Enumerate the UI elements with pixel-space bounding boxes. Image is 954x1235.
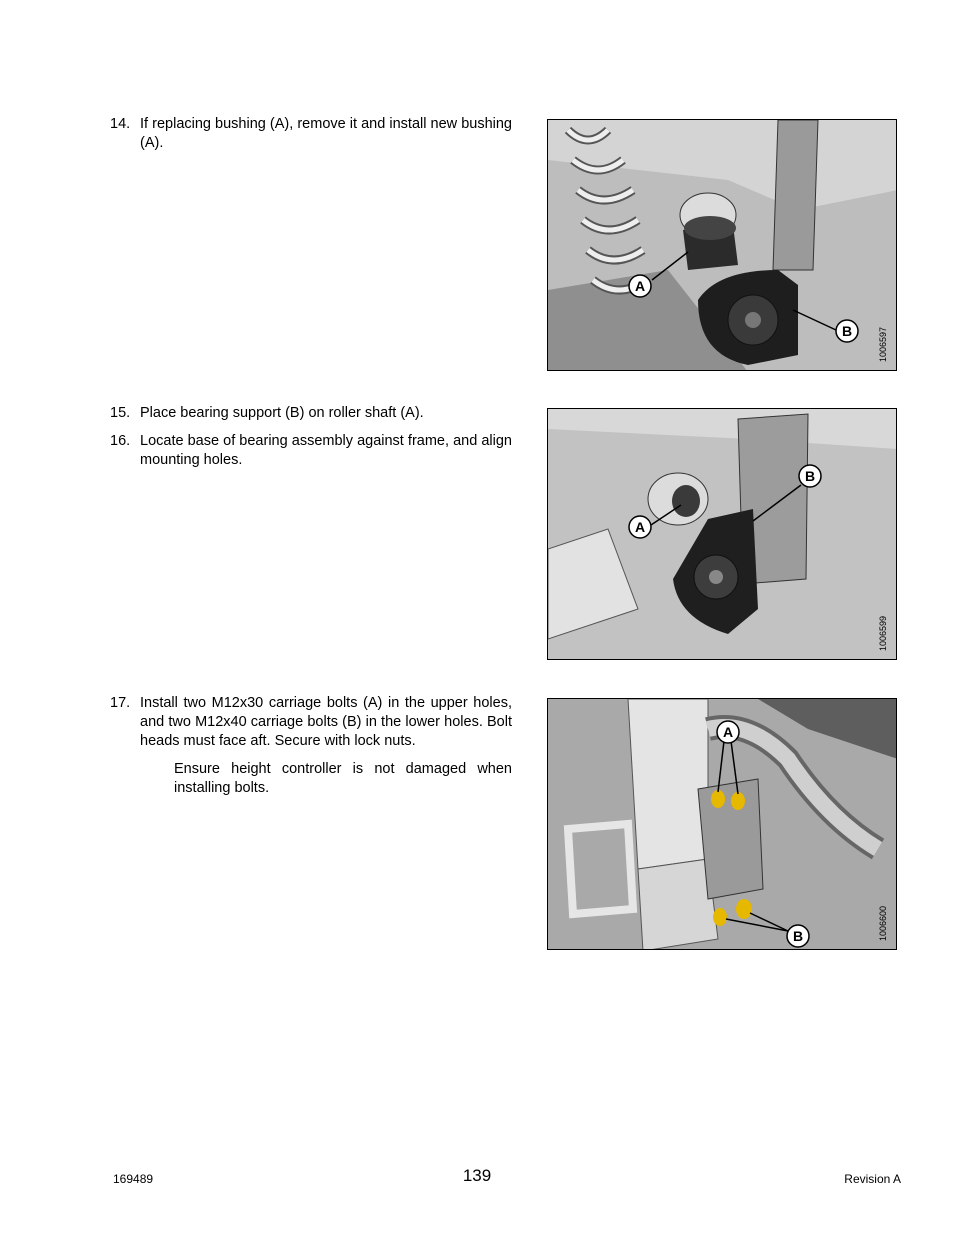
step-text: Place bearing support (B) on roller shaft (A). — [140, 405, 424, 421]
step-number: 16. — [110, 433, 131, 449]
carriage-bolts-illustration — [548, 699, 897, 950]
step-number: 14. — [110, 116, 131, 132]
step-17 — [110, 694, 512, 751]
step-number: 17. — [110, 695, 131, 711]
step-text: Install two M12x30 carriage bolts (A) in the upper holes, and two M12x40 carriage bolts (B) in the lower holes. Bolt heads must face aft. Secure with lock nuts. — [140, 695, 512, 749]
page-number: 139 — [462, 1166, 492, 1185]
step-14 — [110, 115, 512, 153]
callout-label: B — [841, 323, 853, 339]
callout-label: A — [722, 724, 734, 740]
step-number: 15. — [110, 405, 131, 421]
callout-label: B — [804, 468, 816, 484]
note-text: Ensure height controller is not damaged when installing bolts. — [174, 761, 512, 796]
bushing-illustration — [548, 120, 897, 371]
figure-bearing-support — [547, 408, 897, 660]
figure-id: 1006599 — [878, 615, 888, 651]
figure-id: 1006597 — [878, 326, 888, 362]
bearing-support-illustration — [548, 409, 897, 660]
figure-id: 1006600 — [878, 905, 888, 941]
figure-bushing — [547, 119, 897, 371]
figure-carriage-bolts — [547, 698, 897, 950]
callout-label: A — [634, 278, 646, 294]
step-16 — [110, 432, 512, 470]
revision: Revision A — [844, 1172, 901, 1186]
callout-label: B — [792, 928, 804, 944]
step-text: Locate base of bearing assembly against frame, and align mounting holes. — [140, 433, 512, 468]
doc-number: 169489 — [113, 1172, 154, 1186]
callout-label: A — [634, 519, 646, 535]
step-15 — [110, 404, 512, 423]
step-text: If replacing bushing (A), remove it and install new bushing (A). — [140, 116, 512, 151]
